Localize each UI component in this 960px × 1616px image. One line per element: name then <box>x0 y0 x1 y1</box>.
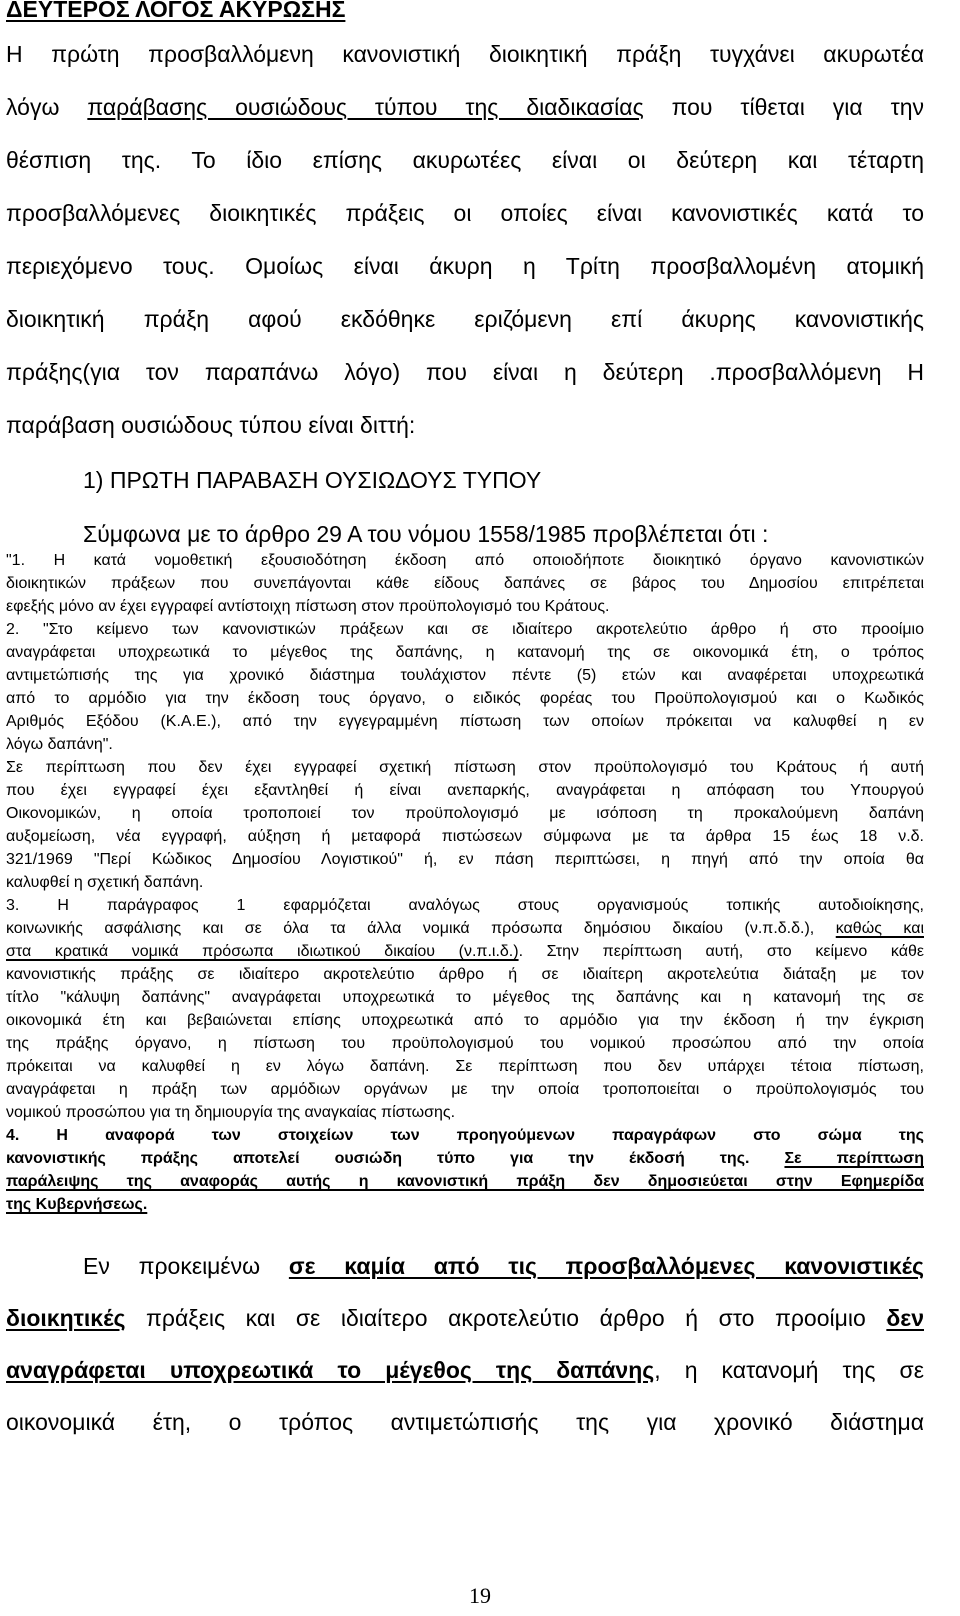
quote-line: αναγράφεται υποχρεωτικά το μέγεθος της δαπάνης, η κατανομή της σε οικονομικά έτη, ο τρόπος <box>6 644 924 661</box>
closing-line: διοικητικές πράξεις και σε ιδιαίτερο ακροτελεύτιο άρθρο ή στο προοίμιο δεν <box>6 1305 924 1331</box>
intro-line: προσβαλλόμενες διοικητικές πράξεις οι οποίες είναι κανονιστικές κατά το <box>6 200 924 226</box>
para3-line: κανονιστικής πράξης σε ιδιαίτερο ακροτελεύτιο άρθρο ή σε ιδιαίτερη ακροτελεύτια διάταξη με τον <box>6 966 924 983</box>
para3-line: 3. Η παράγραφος 1 εφαρμόζεται αναλόγως στους οργανισμούς τοπικής αυτοδιοίκησης, <box>6 897 924 914</box>
para4-line: 4. Η αναφορά των στοιχείων των προηγούμενων παραγράφων στο σώμα της <box>6 1127 924 1144</box>
section-heading: ΔΕΥΤΕΡΟΣ ΛΟΓΟΣ ΑΚΥΡΩΣΗΣ <box>6 0 346 22</box>
intro-line: παράβαση ουσιώδους τύπου είναι διττή: <box>6 412 416 438</box>
law-intro: Σύμφωνα με το άρθρο 29 Α του νόμου 1558/1985 προβλέπεται ότι : <box>83 521 769 547</box>
para3-line: στα κρατικά νομικά πρόσωπα ιδιωτικού δικαίου (ν.π.ι.δ.). Στην περίπτωση αυτή, στο κείμενο κάθε <box>6 943 924 960</box>
para4-line: κανονιστικής πράξης αποτελεί ουσιώδη τύπο για την έκδοσή της. Σε περίπτωση <box>6 1150 924 1167</box>
subheading: 1) ΠΡΩΤΗ ΠΑΡΑΒΑΣΗ ΟΥΣΙΩΔΟΥΣ ΤΥΠΟΥ <box>83 467 542 493</box>
para3-line: πρόκειται να καλυφθεί η εν λόγω δαπάνη. Σε περίπτωση που δεν υπάρχει τέτοια πίστωση, <box>6 1058 924 1075</box>
intro-line: Η πρώτη προσβαλλόμενη κανονιστική διοικητική πράξη τυγχάνει ακυρωτέα <box>6 41 924 67</box>
para3-line: κοινωνικής ασφάλισης και σε όλα τα άλλα νομικά πρόσωπα δημόσιου δικαίου (ν.π.δ.δ.), καθώς και <box>6 920 924 937</box>
intro-line: λόγω παράβασης ουσιώδους τύπου της διαδικασίας που τίθεται για την <box>6 94 924 120</box>
para3-line: οικονομικά έτη και βεβαιώνεται επίσης υποχρεωτικά από το αρμόδιο για την έκδοση ή την έγκριση <box>6 1012 924 1029</box>
para4-line: παράλειψης της αναφοράς αυτής η κανονιστική πράξη δεν δημοσιεύεται στην Εφημερίδα <box>6 1173 924 1190</box>
page-number: 19 <box>469 1583 491 1608</box>
quote-line: λόγω δαπάνη". <box>6 736 113 753</box>
closing-line: οικονομικά έτη, ο τρόπος αντιμετώπισής της για χρονικό διάστημα <box>6 1409 924 1435</box>
intro-line: διοικητική πράξη αφού εκδόθηκε εριζόμενη επί άκυρης κανονιστικής <box>6 306 924 332</box>
quote-line: 321/1969 "Περί Κώδικος Δημοσίου Λογιστικού" ή, εν πάση περιπτώσει, η πηγή από την οποία θα <box>6 851 924 868</box>
para3-line: αναγράφεται η πράξη των αρμόδιων οργάνων με την οποία τροποποιείται ο προϋπολογισμός του <box>6 1081 924 1098</box>
quote-line: που έχει εγγραφεί έχει εξαντληθεί ή είναι ανεπαρκής, αναγράφεται η απόφαση του Υπουργού <box>6 782 924 799</box>
quote-line: καλυφθεί η σχετική δαπάνη. <box>6 874 204 891</box>
quote-line: 2. "Στο κείμενο των κανονιστικών πράξεων και σε ιδιαίτερο ακροτελεύτιο άρθρο ή στο προοίμιο <box>6 621 924 638</box>
quote-line: αυξομείωση, νέα εγγραφή, αύξηση ή μεταφορά πιστώσεων σύμφωνα με τα άρθρα 15 έως 18 ν.δ. <box>6 828 924 845</box>
quote-line: εφεξής μόνο αν έχει εγγραφεί αντίστοιχη πίστωση στον προϋπολογισμό του Κράτους. <box>6 598 610 615</box>
quote-line: Οικονομικών, η οποία τροποποιεί τον προϋπολογισμό με ισόποση τη προκαλούμενη δαπάνη <box>6 805 924 822</box>
closing-line: αναγράφεται υποχρεωτικά το μέγεθος της δαπάνης, η κατανομή της σε <box>6 1357 924 1383</box>
intro-line: θέσπιση της. Το ίδιο επίσης ακυρωτέες είναι οι δεύτερη και τέταρτη <box>6 147 924 173</box>
quote-line: Σε περίπτωση που δεν έχει εγγραφεί σχετική πίστωση στον προϋπολογισμό του Κράτους ή αυτή <box>6 759 924 776</box>
para3-line: τίτλο "κάλυψη δαπάνης" αναγράφεται υποχρεωτικά το μέγεθος της δαπάνης και η κατανομή της σε <box>6 989 924 1006</box>
para4-line: της Κυβερνήσεως. <box>6 1196 148 1213</box>
closing-line: Εν προκειμένω σε καμία από τις προσβαλλόμενες κανονιστικές <box>83 1253 924 1279</box>
quote-line: αντιμετώπισής της για χρονικό διάστημα τουλάχιστον πέντε (5) ετών και αναφέρεται υποχρεωτικά <box>6 667 924 684</box>
intro-line: περιεχόμενο τους. Ομοίως είναι άκυρη η Τρίτη προσβαλλομένη ατομική <box>6 253 924 279</box>
para3-line: νομικού προσώπου για τη δημιουργία της αναγκαίας πίστωσης. <box>6 1104 456 1121</box>
intro-line: πράξης(για τον παραπάνω λόγο) που είναι η δεύτερη .προσβαλλόμενη Η <box>6 359 924 385</box>
para3-line: της πράξης όργανο, η πίστωση του προϋπολογισμού του νομικού προσώπου από την οποία <box>6 1035 924 1052</box>
quote-line: από το αρμόδιο για την έκδοση τους όργανο, ο ειδικός φορέας του Προϋπολογισμού και ο Κωδικός <box>6 690 924 707</box>
quote-line: "1. Η κατά νομοθετική εξουσιοδότηση έκδοση από οποιοδήποτε διοικητικό όργανο κανονιστικών <box>6 552 924 569</box>
quote-line: διοικητικών πράξεων που συνεπάγονται κάθε είδους δαπάνες σε βάρος του Δημοσίου επιτρέπεται <box>6 575 924 592</box>
quote-line: Αριθμός Εξόδου (Κ.Α.Ε.), από την εγγεγραμμένη πίστωση των οποίων πρόκειται να καλυφθεί η εν <box>6 713 924 730</box>
